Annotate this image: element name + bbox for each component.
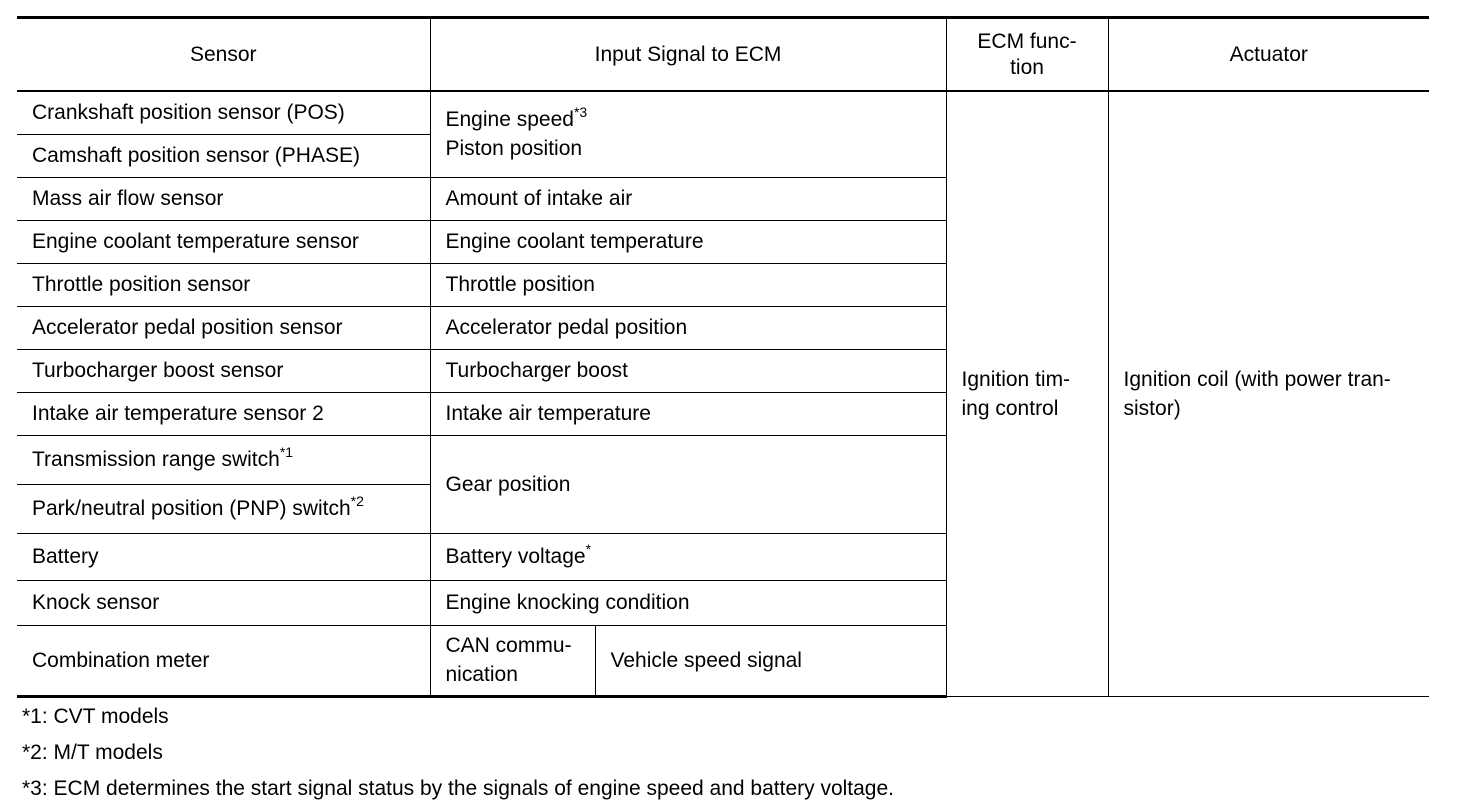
signal-cell: Amount of intake air — [430, 177, 946, 220]
footnote-ref: *2 — [350, 493, 364, 509]
header-actuator: Actuator — [1108, 18, 1429, 92]
signal-cell — [430, 91, 946, 177]
signal-cell: Throttle position — [430, 263, 946, 306]
sensor-cell: Turbocharger boost sensor — [17, 349, 430, 392]
signal-cell — [430, 533, 946, 580]
piston-position-text: Piston position — [445, 137, 583, 161]
sensor-cell: Battery — [17, 533, 430, 580]
sensor-cell: Camshaft position sensor (PHASE) — [17, 134, 430, 177]
signal-label: Battery voltage — [445, 545, 586, 568]
signal-cell: Gear position — [430, 435, 946, 533]
ecm-function-line2: ing control — [961, 396, 1059, 420]
footnote-1: *1: CVT models — [22, 705, 169, 728]
footnote-ref: * — [585, 541, 592, 557]
actuator-line2: sistor) — [1123, 396, 1181, 420]
footnote-2: *2: M/T models — [22, 741, 163, 764]
actuator-cell — [1108, 91, 1429, 696]
signal-cell: Vehicle speed signal — [595, 625, 946, 696]
table-row — [17, 91, 1429, 134]
sensor-cell: Accelerator pedal position sensor — [17, 306, 430, 349]
sensor-cell: Intake air temperature sensor 2 — [17, 392, 430, 435]
signal-cell: Engine knocking condition — [430, 580, 946, 625]
sensor-label: Transmission range switch — [32, 448, 280, 471]
engine-speed-label: Engine speed — [445, 108, 574, 132]
sensor-cell — [17, 484, 430, 533]
footnote-3: *3: ECM determines the start signal status by the signals of engine speed and battery voltage. — [22, 777, 895, 800]
sensor-cell: Throttle position sensor — [17, 263, 430, 306]
footnote-ref: *1 — [279, 444, 294, 460]
actuator-line1: Ignition coil (with power tran- — [1123, 367, 1391, 391]
footnote-ref: *3 — [573, 104, 588, 121]
header-sensor: Sensor — [17, 18, 430, 92]
can-line2: nication — [445, 663, 518, 686]
signal-cell: Engine coolant temperature — [430, 220, 946, 263]
sensor-cell: Crankshaft position sensor (POS) — [17, 91, 430, 134]
sensor-cell: Combination meter — [17, 625, 430, 696]
sensor-cell: Engine coolant temperature sensor — [17, 220, 430, 263]
header-ecm-line1: ECM func- — [977, 29, 1077, 53]
sensor-cell — [17, 435, 430, 484]
engine-speed-text — [446, 105, 931, 134]
header-ecm-line2: tion — [1010, 55, 1044, 79]
table-header-row — [17, 18, 1429, 92]
can-line1: CAN commu- — [445, 634, 572, 657]
sensor-cell: Mass air flow sensor — [17, 177, 430, 220]
ignition-control-table — [17, 16, 1429, 698]
header-input-signal: Input Signal to ECM — [430, 18, 946, 92]
sensor-cell: Knock sensor — [17, 580, 430, 625]
footnotes — [22, 702, 894, 810]
ecm-function-cell — [946, 91, 1108, 696]
signal-cell: Turbocharger boost — [430, 349, 946, 392]
ecm-function-line1: Ignition tim- — [961, 367, 1071, 391]
signal-cell: Accelerator pedal position — [430, 306, 946, 349]
can-communication-cell — [430, 625, 595, 696]
signal-cell: Intake air temperature — [430, 392, 946, 435]
sensor-label: Park/neutral position (PNP) switch — [32, 497, 351, 520]
header-ecm-function — [946, 18, 1108, 92]
